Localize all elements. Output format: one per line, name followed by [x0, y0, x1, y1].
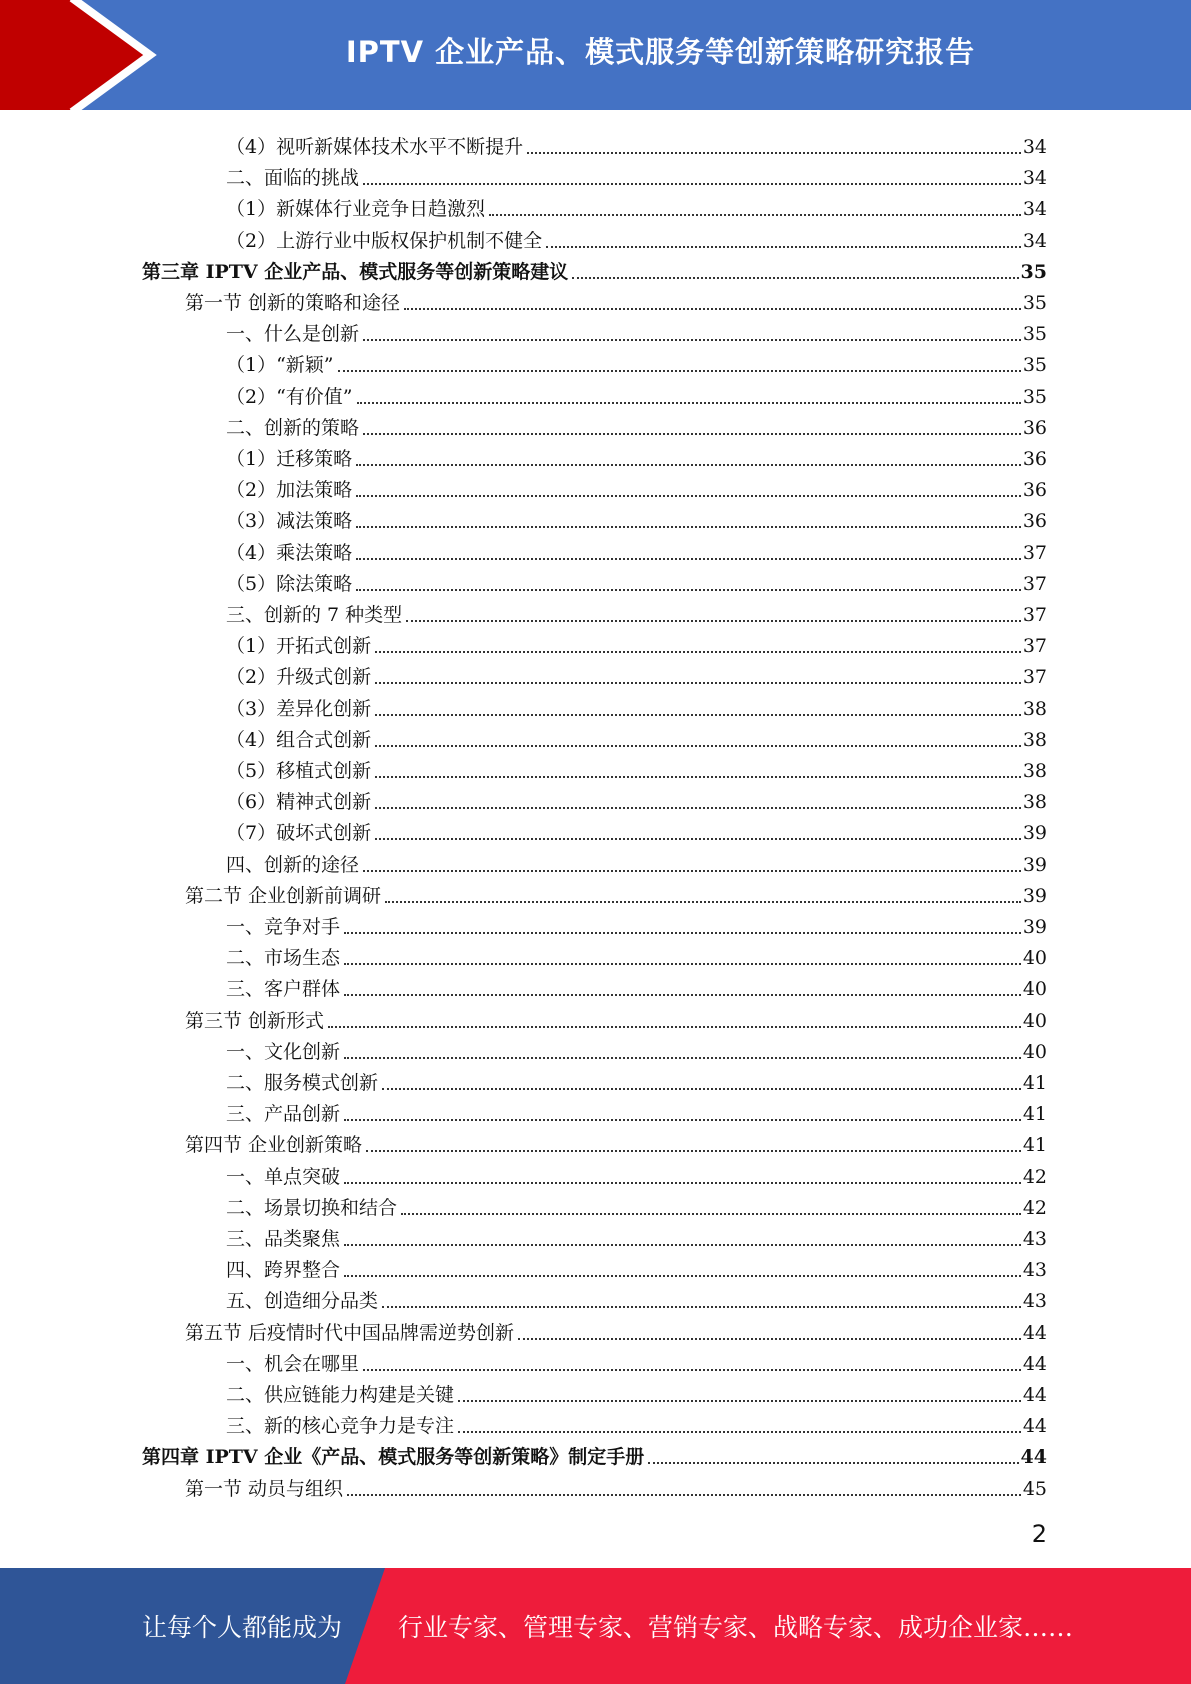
toc-entry-label: 第三节 创新形式 — [185, 1009, 325, 1032]
toc-dot-leader — [356, 464, 1021, 466]
toc-dot-leader — [344, 1244, 1021, 1246]
toc-entry-label: 二、市场生态 — [226, 947, 341, 970]
toc-entry-page: 38 — [1022, 760, 1047, 782]
toc-entry-label: （2）上游行业中版权保护机制不健全 — [226, 229, 543, 252]
toc-dot-leader — [347, 1494, 1021, 1496]
toc-entry-page: 34 — [1022, 167, 1047, 190]
page-number: 2 — [1031, 1520, 1047, 1548]
toc-entry-page: 36 — [1022, 448, 1047, 470]
toc-entry-page: 35 — [1022, 385, 1047, 408]
toc-entry[interactable] — [226, 1251, 1047, 1282]
toc-entry-page: 37 — [1022, 604, 1047, 626]
toc-entry-page: 44 — [1022, 1352, 1047, 1375]
toc-entry-label: 第四章 IPTV 企业《产品、模式服务等创新策略》制定手册 — [142, 1446, 645, 1469]
toc-dot-leader — [382, 1088, 1021, 1090]
toc-entry-page: 38 — [1022, 728, 1047, 751]
toc-entry[interactable] — [226, 752, 1047, 783]
toc-entry[interactable] — [226, 1064, 1047, 1095]
toc-entry-label: 一、文化创新 — [226, 1040, 341, 1063]
toc-dot-leader — [363, 433, 1021, 435]
toc-dot-leader — [489, 214, 1021, 216]
toc-entry-label: 四、跨界整合 — [226, 1259, 341, 1282]
toc-entry-page: 40 — [1022, 1040, 1047, 1063]
toc-entry-page: 35 — [1022, 323, 1047, 346]
toc-dot-leader — [328, 1026, 1021, 1028]
toc-entry[interactable] — [226, 1376, 1047, 1407]
toc-entry-label: 二、面临的挑战 — [226, 167, 360, 190]
document-title: IPTV 企业产品、模式服务等创新策略研究报告 — [345, 34, 976, 69]
toc-dot-leader — [375, 745, 1021, 747]
toc-dot-leader — [344, 1275, 1021, 1277]
toc-entry-label: 第一节 动员与组织 — [185, 1477, 344, 1500]
toc-entry[interactable] — [226, 658, 1047, 689]
toc-entry-page: 40 — [1022, 978, 1047, 1001]
toc-dot-leader — [357, 402, 1021, 404]
toc-dot-leader — [344, 1057, 1021, 1059]
toc-dot-leader — [375, 807, 1021, 809]
toc-dot-leader — [363, 339, 1021, 341]
toc-entry[interactable] — [226, 627, 1047, 658]
toc-entry-page: 36 — [1022, 510, 1047, 533]
toc-entry-label: （2）升级式创新 — [226, 666, 372, 689]
toc-entry[interactable] — [185, 284, 1047, 315]
toc-dot-leader — [382, 1306, 1021, 1308]
toc-entry-page: 44 — [1022, 1321, 1047, 1344]
toc-entry[interactable] — [226, 1158, 1047, 1189]
toc-entry-label: （5）移植式创新 — [226, 760, 372, 782]
toc-entry-label: （1）迁移策略 — [226, 448, 353, 470]
toc-entry-label: （1）开拓式创新 — [226, 635, 372, 658]
toc-entry[interactable] — [226, 190, 1047, 221]
toc-dot-leader — [363, 870, 1021, 872]
toc-dot-leader — [344, 1119, 1021, 1121]
footer-slogan-left: 让每个人都能成为 — [142, 1613, 343, 1642]
toc-dot-leader — [406, 620, 1021, 622]
toc-entry-page: 35 — [1022, 354, 1047, 377]
toc-entry[interactable] — [142, 253, 1047, 284]
toc-entry-page: 34 — [1022, 229, 1047, 252]
toc-entry-label: 第五节 后疫情时代中国品牌需逆势创新 — [185, 1321, 515, 1344]
toc-entry-page: 44 — [1020, 1446, 1047, 1469]
toc-entry-page: 42 — [1022, 1165, 1047, 1188]
toc-entry-page: 45 — [1022, 1477, 1047, 1500]
toc-entry-page: 41 — [1022, 1134, 1047, 1157]
toc-entry-label: （1）“新颖” — [226, 354, 334, 377]
toc-entry-page: 44 — [1022, 1415, 1047, 1438]
toc-entry[interactable] — [226, 596, 1047, 627]
toc-entry-page: 41 — [1022, 1103, 1047, 1126]
toc-dot-leader — [518, 1338, 1021, 1340]
toc-entry-label: 二、场景切换和结合 — [226, 1196, 398, 1219]
toc-dot-leader — [546, 246, 1021, 248]
toc-entry-label: （2）加法策略 — [226, 479, 353, 502]
toc-dot-leader — [344, 1182, 1021, 1184]
toc-entry-label: 一、机会在哪里 — [226, 1352, 360, 1375]
toc-dot-leader — [363, 1369, 1021, 1371]
toc-entry-label: （3）减法策略 — [226, 510, 353, 533]
header-chevron-decoration — [0, 0, 160, 110]
toc-entry-page: 35 — [1022, 292, 1047, 314]
toc-entry-label: 一、竞争对手 — [226, 916, 341, 938]
toc-dot-leader — [375, 651, 1021, 653]
toc-entry-page: 44 — [1022, 1384, 1047, 1406]
toc-entry-page: 43 — [1022, 1228, 1047, 1250]
toc-entry-page: 43 — [1022, 1259, 1047, 1282]
toc-entry-page: 36 — [1022, 416, 1047, 439]
toc-entry-label: 二、创新的策略 — [226, 416, 360, 439]
toc-entry-label: 二、服务模式创新 — [226, 1072, 379, 1094]
toc-entry-label: 三、品类聚焦 — [226, 1228, 341, 1250]
toc-entry[interactable] — [226, 1033, 1047, 1064]
toc-entry[interactable] — [226, 471, 1047, 502]
toc-dot-leader — [527, 152, 1021, 154]
toc-entry[interactable] — [226, 409, 1047, 440]
toc-dot-leader — [344, 932, 1021, 934]
toc-entry-label: 三、产品创新 — [226, 1103, 341, 1126]
toc-entry[interactable] — [226, 1282, 1047, 1313]
toc-entry[interactable] — [226, 346, 1047, 377]
toc-entry[interactable] — [226, 128, 1047, 159]
toc-entry-page: 37 — [1022, 541, 1047, 564]
toc-entry[interactable] — [226, 378, 1047, 409]
toc-dot-leader — [375, 838, 1021, 840]
toc-dot-leader — [375, 682, 1021, 684]
toc-entry-page: 39 — [1022, 884, 1047, 907]
toc-dot-leader — [356, 558, 1021, 560]
page-header — [0, 0, 1191, 110]
toc-entry-label: （1）新媒体行业竞争日趋激烈 — [226, 198, 486, 221]
toc-entry-label: 第四节 企业创新策略 — [185, 1134, 363, 1157]
toc-entry[interactable] — [226, 440, 1047, 471]
toc-dot-leader — [356, 495, 1021, 497]
toc-entry[interactable] — [226, 939, 1047, 970]
toc-entry-page: 35 — [1020, 260, 1047, 283]
toc-dot-leader — [385, 901, 1021, 903]
toc-entry-label: 三、创新的 7 种类型 — [226, 604, 403, 626]
toc-entry-page: 37 — [1022, 572, 1047, 595]
toc-entry-label: 第二节 企业创新前调研 — [185, 884, 382, 907]
toc-entry[interactable] — [226, 721, 1047, 752]
toc-entry-label: 三、新的核心竞争力是专注 — [226, 1415, 455, 1438]
toc-entry[interactable] — [226, 814, 1047, 845]
toc-entry[interactable] — [226, 502, 1047, 533]
toc-entry-label: （5）除法策略 — [226, 572, 353, 595]
toc-entry-label: （4）乘法策略 — [226, 541, 353, 564]
toc-dot-leader — [356, 526, 1021, 528]
toc-entry-page: 42 — [1022, 1196, 1047, 1219]
toc-entry-label: （4）组合式创新 — [226, 728, 372, 751]
toc-dot-leader — [344, 963, 1021, 965]
toc-entry-page: 43 — [1022, 1290, 1047, 1313]
footer-slogan-right: 行业专家、管理专家、营销专家、战略专家、成功企业家…… — [398, 1613, 1074, 1642]
toc-dot-leader — [338, 370, 1021, 372]
toc-entry-page: 39 — [1022, 916, 1047, 938]
chevron-red-shape — [0, 0, 148, 110]
toc-entry[interactable] — [226, 565, 1047, 596]
toc-entry-page: 38 — [1022, 791, 1047, 814]
toc-entry[interactable] — [226, 690, 1047, 721]
toc-entry[interactable] — [226, 315, 1047, 346]
toc-entry[interactable] — [185, 1314, 1047, 1345]
toc-entry-label: 一、单点突破 — [226, 1165, 341, 1188]
toc-entry[interactable] — [226, 1189, 1047, 1220]
toc-entry-label: （6）精神式创新 — [226, 791, 372, 814]
toc-entry-page: 37 — [1022, 635, 1047, 658]
toc-dot-leader — [458, 1400, 1021, 1402]
toc-dot-leader — [344, 994, 1021, 996]
toc-entry-page: 40 — [1022, 947, 1047, 970]
toc-entry-page: 34 — [1022, 136, 1047, 158]
toc-entry-label: 第一节 创新的策略和途径 — [185, 292, 401, 314]
toc-entry-page: 39 — [1022, 822, 1047, 845]
toc-entry-page: 40 — [1022, 1009, 1047, 1032]
toc-entry[interactable] — [226, 783, 1047, 814]
toc-entry-page: 36 — [1022, 479, 1047, 502]
toc-dot-leader — [375, 776, 1021, 778]
toc-entry[interactable] — [142, 1438, 1047, 1469]
toc-entry-page: 37 — [1022, 666, 1047, 689]
toc-entry-label: （7）破坏式创新 — [226, 822, 372, 845]
toc-dot-leader — [356, 589, 1021, 591]
toc-entry[interactable] — [226, 1345, 1047, 1376]
toc-entry-page: 41 — [1022, 1072, 1047, 1094]
page-footer — [0, 1568, 1191, 1684]
toc-entry-label: 二、供应链能力构建是关键 — [226, 1384, 455, 1406]
toc-entry-page: 39 — [1022, 853, 1047, 876]
toc-entry[interactable] — [185, 1126, 1047, 1157]
toc-entry-page: 34 — [1022, 198, 1047, 221]
toc-entry[interactable] — [226, 1407, 1047, 1438]
toc-entry[interactable] — [226, 1095, 1047, 1126]
toc-entry[interactable] — [226, 1220, 1047, 1251]
toc-dot-leader — [572, 277, 1018, 279]
toc-entry[interactable] — [226, 534, 1047, 565]
toc-entry[interactable] — [185, 1002, 1047, 1033]
toc-entry-label: （3）差异化创新 — [226, 697, 372, 720]
toc-entry-label: 三、客户群体 — [226, 978, 341, 1001]
toc-entry[interactable] — [185, 877, 1047, 908]
toc-dot-leader — [458, 1431, 1021, 1433]
toc-entry-label: （4）视听新媒体技术水平不断提升 — [226, 136, 524, 158]
toc-dot-leader — [366, 1150, 1021, 1152]
toc-entry[interactable] — [185, 1470, 1047, 1501]
toc-entry[interactable] — [226, 846, 1047, 877]
toc-entry-page: 38 — [1022, 697, 1047, 720]
toc-dot-leader — [648, 1462, 1018, 1464]
toc-entry-label: 四、创新的途径 — [226, 853, 360, 876]
toc-dot-leader — [375, 714, 1021, 716]
toc-entry[interactable] — [226, 159, 1047, 190]
toc-entry-label: 第三章 IPTV 企业产品、模式服务等创新策略建议 — [142, 260, 569, 283]
toc-entry[interactable] — [226, 222, 1047, 253]
toc-dot-leader — [401, 1213, 1021, 1215]
toc-entry-label: 五、创造细分品类 — [226, 1290, 379, 1313]
toc-entry-label: 一、什么是创新 — [226, 323, 360, 346]
toc-dot-leader — [404, 308, 1021, 310]
toc-dot-leader — [363, 183, 1021, 185]
toc-entry[interactable] — [226, 908, 1047, 939]
toc-entry-label: （2）“有价值” — [226, 385, 353, 408]
toc-entry[interactable] — [226, 970, 1047, 1001]
